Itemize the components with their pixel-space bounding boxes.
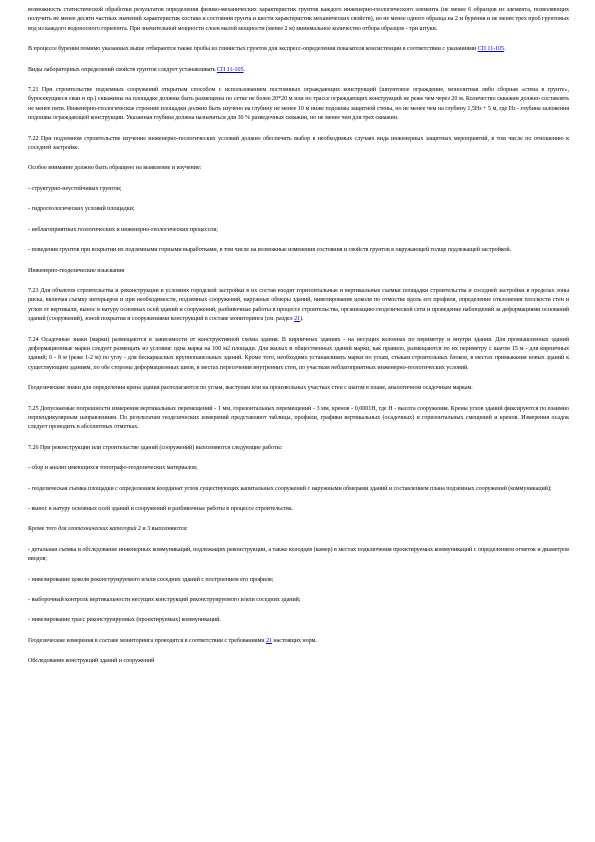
paragraph-7-26: 7.26 При реконструкции или строительстве зданий (сооружений) выполняются следующие работы: (28, 444, 283, 451)
paragraph-7-23 (28, 287, 569, 325)
paragraph-italic-text: для геотехнических категорий (58, 526, 137, 533)
paragraph-categories (28, 525, 569, 534)
list-item: - структурно-неустойчивых грунтов; (28, 185, 122, 192)
paragraph-text: 7.23 Для объектов строительства и реконструкции в условиях городской застройки в их состав входят горизонтальные и вертикальные съемки площадки строительства и соседней застройки в пределах зоны риска, включая съемку интерьеров и при необходимости, подземных сооружений, наружные обмеры зданий, нивелирование цоколя по отмостке вдоль его профиля, определение отклонения плоскости стен и углов от вертикали, вынос в натуру основных осей зданий и сооружений, разбивочные работы в процессе строительства, организацию геодезической сети и проведение наблюдений за деформациями оснований зданий (сооружений), зоной покрытия и сооружениями конструкций в составе мониторинга (см. раздел (28, 287, 569, 323)
paragraph-continuation: возможность статистической обработки результатов определения физико-механических характеристик грунтов каждого инженерно-геологического элемента (не менее 6 образцов из элемента, позволяющих получить не менее десяти частных значений характеристик состава и состояния грунта и шести характеристик механических свойств), но не менее одного образца на 2 м бурения и не менее трех проб грунтовых вод из каждого водоносного горизонта. При значительной мощности слоев малой мощности (менее 2 м) минимальное количество отбора образцов - три штуки. (28, 7, 569, 32)
paragraph-7-21: 7.21 При строительстве подземных сооружений открытым способом с использованием постоянных ограждающих конструкций (шпунтовое ограждение, монолитная либо сборная «стена в грунте», буросекущиеся сваи и пр.) скважины на площадке должны быть размещены по сетке не более 20*20 м или по трассе ограждающих конструкций не реже чем через 20 м. Количество скважин должно составлять не менее пяти. Инженерно-геологическое строение площадки должно быть изучено на глубину не менее 10 м ниже подошвы защитной стены, но не менее чем на глубину 1,5Hз + 5 м, где Hз - глубина заложения подошвы ограждающей конструкции. Указанная глубина должна назначаться для 30 % разведочных скважин, но не менее чем для трех скважин. (28, 87, 569, 122)
paragraph-lab-tests (28, 66, 569, 75)
list-item: - неблагоприятных геологических и инженерно-геологических процессов; (28, 226, 218, 233)
paragraph-text: . (243, 66, 245, 73)
list-item: - поведения грунтов при вскрытии их подземными горными выработками, в том числе на возможные изменения состояния и свойств грунтов в окружающей толще подлежащей застройкой. (28, 247, 512, 254)
paragraph-7-24: 7.24 Осадочные знаки (марки) размещаются в зависимости от конструктивной схемы здания. В кирпичных зданиях - на несущих колоннах по периметру и внутри здания. Для промышленных зданий деформационные марки следует размещать из условия: одна марка на 100 м2 площади. Для жилых и общественных зданий марки, как правило, размещаются по их периметру с шагом 15 м - для кирпичных зданий; 6 - 8 м (реже 1-2 м) по углу - для бескаркасных крупнопанельных зданий. Кроме того, необходимо устанавливать марки по углам, стыкам строительных блоков, в местах примыкания новых зданий к существующим зданиям, по обе стороны деформационных швов, в местах пересечения внутренних стен, по участкам неблагоприятных инженерно-геологических условий. (28, 336, 569, 371)
paragraph-7-22: 7.22 При подземном строительстве изучение инженерно-геологических условий должно обеспечить выбор в необходимых случаях вида инженерных защитных мероприятий, в том числе по отношению к соседней застройке. (28, 135, 569, 152)
paragraph-sampling (28, 45, 569, 54)
section-heading-geodetic: Инженерно-геодезические изыскания (28, 267, 125, 274)
section-21-link[interactable]: 21 (265, 637, 272, 644)
paragraph-monitoring (28, 637, 569, 646)
paragraph-text: В процессе бурения помимо указанных выше отбираются также пробы из глинистых грунтов для экспресс-определения показателя консистенции в соответствии с указаниями (28, 46, 478, 53)
paragraph-text: 2 и 3 выполняются: (136, 526, 188, 533)
document-page (28, 6, 569, 678)
paragraph-text: Кроме того (28, 526, 59, 533)
section-heading-inspection: Обследование конструкций зданий и сооружений (28, 658, 155, 665)
list-item: - геодезическая съемка площадки с определением координат углов существующих капитальных сооружений с наружными обмерами зданий и составлением плана подземных сооружений (коммуникаций); (28, 485, 552, 492)
list-item: - сбор и анализ имеющихся топографо-геодезических материалов; (28, 465, 198, 472)
sp-11-105-link[interactable]: СП 11-105 (477, 46, 505, 53)
section-21-link[interactable]: 21 (294, 316, 301, 323)
list-item: - вынос в натуру основных осей зданий и сооружений и разбивочные работы в процессе строительства. (28, 506, 294, 512)
paragraph-text: . (504, 46, 506, 53)
paragraph-attention: Особое внимание должно быть обращено на выявление и изучение: (28, 165, 202, 172)
list-item: - нивелирование трасс реконструируемых (проектируемых) коммуникаций. (28, 617, 221, 624)
list-item: - детальная съемка и обследование инженерных коммуникаций, подлежащих реконструкции, а также колодцев (камер) в местах подключения проектируемых коммуникаций с определением отметок и диаметров вводов; (28, 546, 569, 563)
list-item: - нивелирование цоколя реконструируемого и/или соседних зданий с построением его профиля; (28, 576, 274, 583)
paragraph-7-25: 7.25 Допускаемые погрешности измерения вертикальных перемещений - 1 мм, горизонтальных перемещений - 3 мм, кренов - 0,0001Н, где Н - высота сооружения. Крены углов зданий фиксируются по взаимно перпендикулярным направлениям. По результатам геодезических измерений представляют таблицы, профили, графики вертикальных (осадочных) и горизонтальных смещений и кренов. Измерения осадок следует проводить в абсолютных отметках. (28, 405, 569, 431)
sp-11-105-link[interactable]: СП 11-105 (216, 66, 244, 73)
paragraph-text: настоящих норм. (271, 637, 317, 644)
paragraph-tilt-marks: Геодезические знаки для определения крена здания располагаются по углам, выступам или на произвольных участках стен с шагом в плане, аналогичном осадочным маркам. (28, 385, 473, 392)
list-item: - выборочный контроль вертикальности несущих конструкций реконструируемого и/или соседних зданий; (28, 597, 301, 604)
list-item: - гидрогеологических условий площадки; (28, 206, 135, 213)
paragraph-text: ). (300, 316, 304, 323)
paragraph-text: Виды лабораторных определений свойств грунтов следует устанавливать (28, 66, 217, 73)
paragraph-text: Геодезические измерения в составе мониторинга проводятся в соответствии с требованиями (28, 637, 266, 644)
